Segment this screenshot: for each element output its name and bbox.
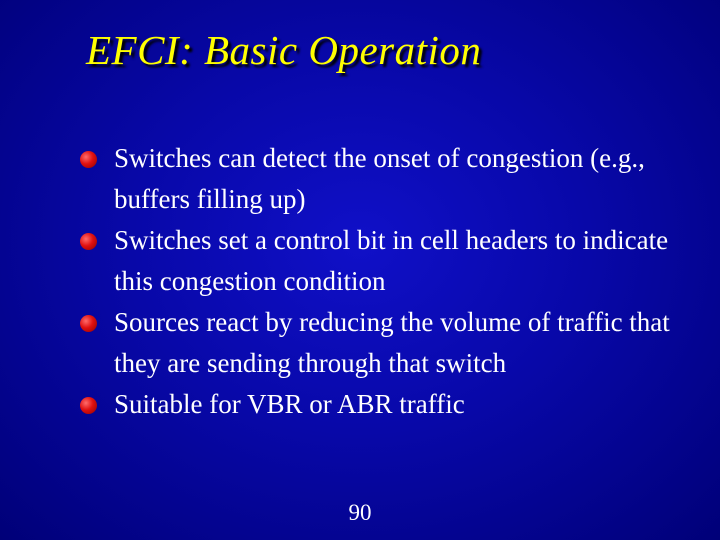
slide-title: EFCI: Basic Operation <box>86 27 482 73</box>
bullet-dot-icon <box>80 397 97 414</box>
bullet-item <box>80 302 700 384</box>
bullet-dot-icon <box>80 151 97 168</box>
bullet-text: Suitable for VBR or ABR traffic <box>114 389 465 419</box>
bullet-item <box>80 220 700 302</box>
bullet-text: Sources react by reducing the volume of traffic that they are sending through that switch <box>114 307 670 378</box>
bullet-list <box>80 138 700 425</box>
bullet-text: Switches can detect the onset of congestion (e.g., buffers filling up) <box>114 143 645 214</box>
page-number: 90 <box>348 500 372 525</box>
bullet-item <box>80 384 700 425</box>
bullet-item <box>80 138 700 220</box>
bullet-dot-icon <box>80 233 97 250</box>
bullet-dot-icon <box>80 315 97 332</box>
bullet-text: Switches set a control bit in cell headers to indicate this congestion condition <box>114 225 669 296</box>
